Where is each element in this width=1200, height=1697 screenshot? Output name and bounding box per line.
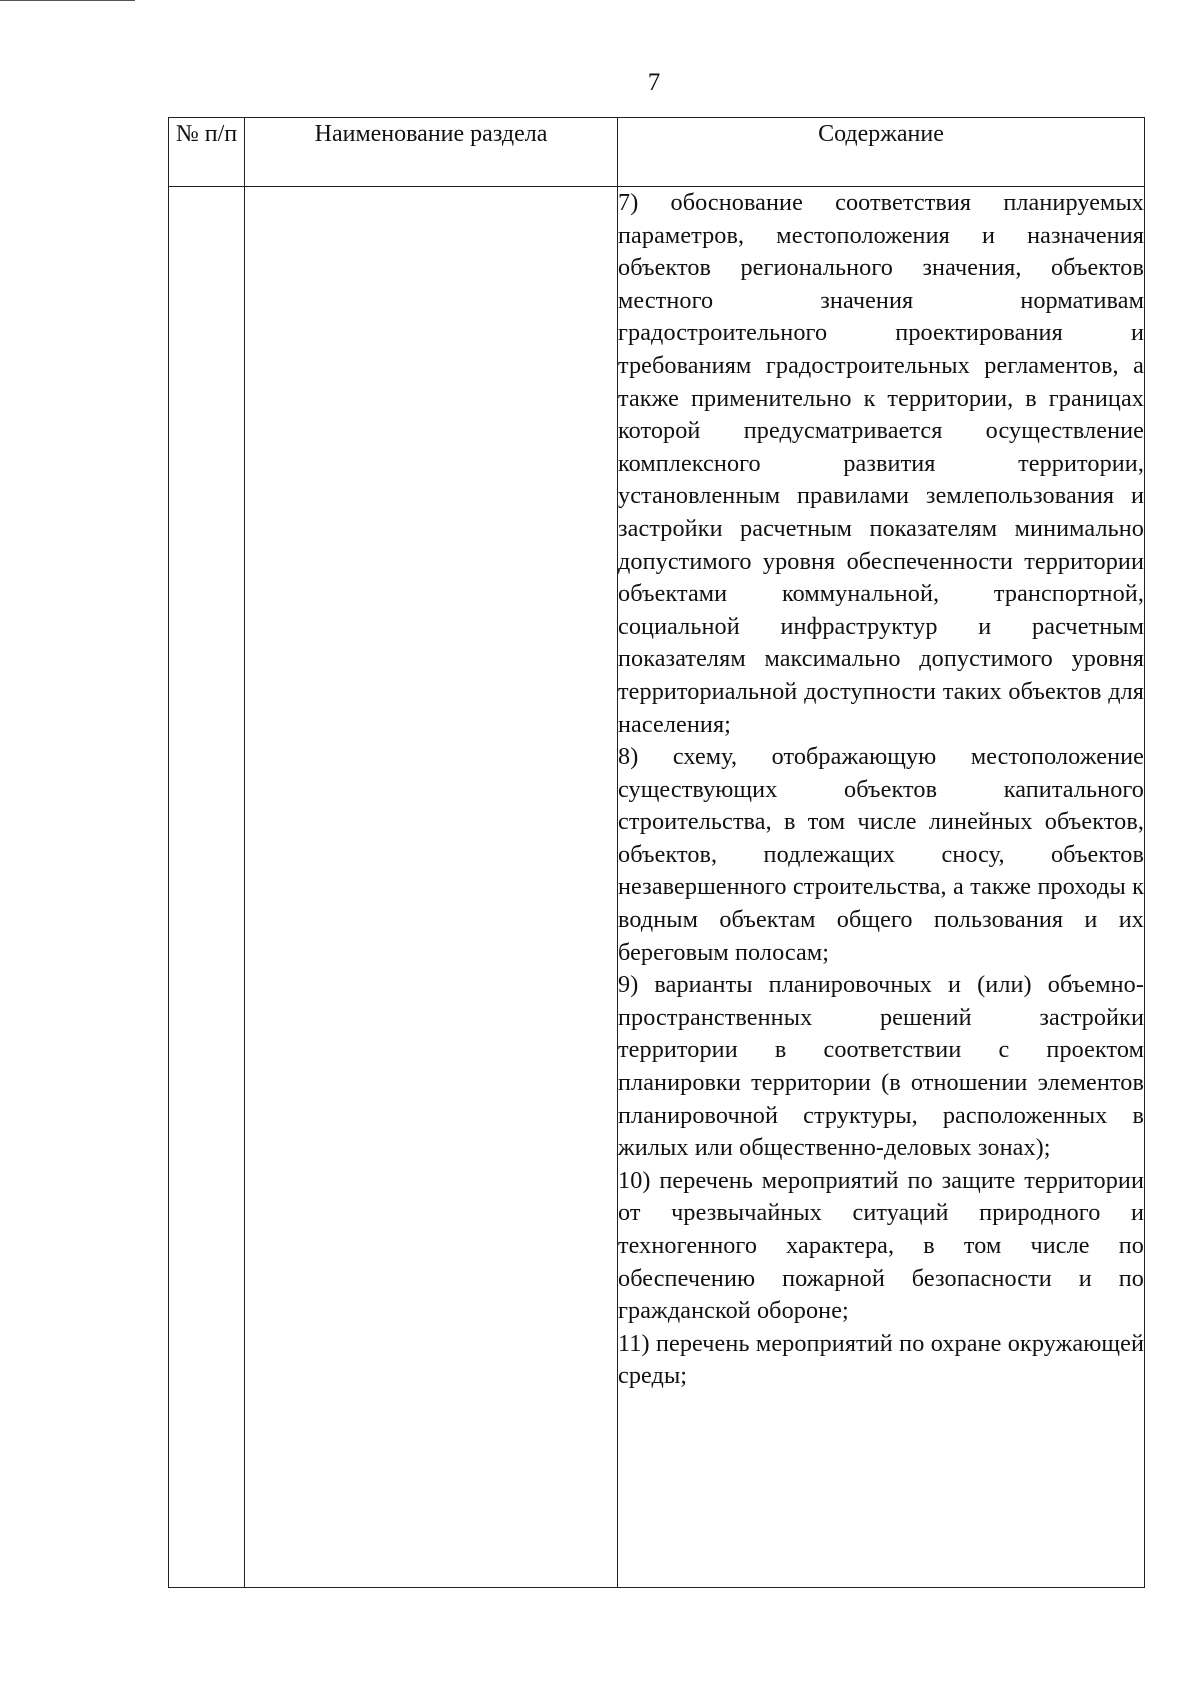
row-section-name-cell [245, 187, 618, 1588]
table-header-row [169, 118, 1145, 187]
header-section-name: Наименование раздела [245, 118, 618, 187]
header-number: № п/п [169, 118, 245, 187]
content-table [168, 117, 1145, 1588]
content-item-11: 11) перечень мероприятий по охране окружающей среды; [618, 1329, 1144, 1390]
row-content-cell [618, 187, 1145, 1588]
page-number: 7 [647, 69, 661, 96]
header-content: Содержание [618, 118, 1145, 187]
content-item-7: 7) обоснование соответствия планируемых параметров, местоположения и назначения объектов регионального значения, объектов местного значения нормативам градостроительного проектирования и требованиям градостроительных регламентов, а также применительно к территории, в границах которой предусматривается осуществление комплексного развития территории, установленным правилами землепользования и застройки расчетным показателям минимально допустимого уровня обеспеченности территории объектами коммунальной, транспортной, социальной инфраструктур и расчетным показателям максимально допустимого уровня территориальной доступности таких объектов для населения; [618, 189, 1144, 738]
row-number-cell [169, 187, 245, 1588]
table-row [169, 187, 1145, 1588]
content-item-10: 10) перечень мероприятий по защите территории от чрезвычайных ситуаций природного и техногенного характера, в том числе по обеспечению пожарной безопасности и по гражданской обороне; [618, 1166, 1144, 1325]
content-item-8: 8) схему, отображающую местоположение существующих объектов капитального строительства, в том числе линейных объектов, объектов, подлежащих сносу, объектов незавершенного строительства, а также проходы к водным объектам общего пользования и их береговым полосам; [618, 743, 1144, 966]
scan-edge-line [0, 0, 135, 1]
content-item-9: 9) варианты планировочных и (или) объемно-пространственных решений застройки территории в соответствии с проектом планировки территории (в отношении элементов планировочной структуры, расположенных в жилых или общественно-деловых зонах); [618, 971, 1144, 1162]
